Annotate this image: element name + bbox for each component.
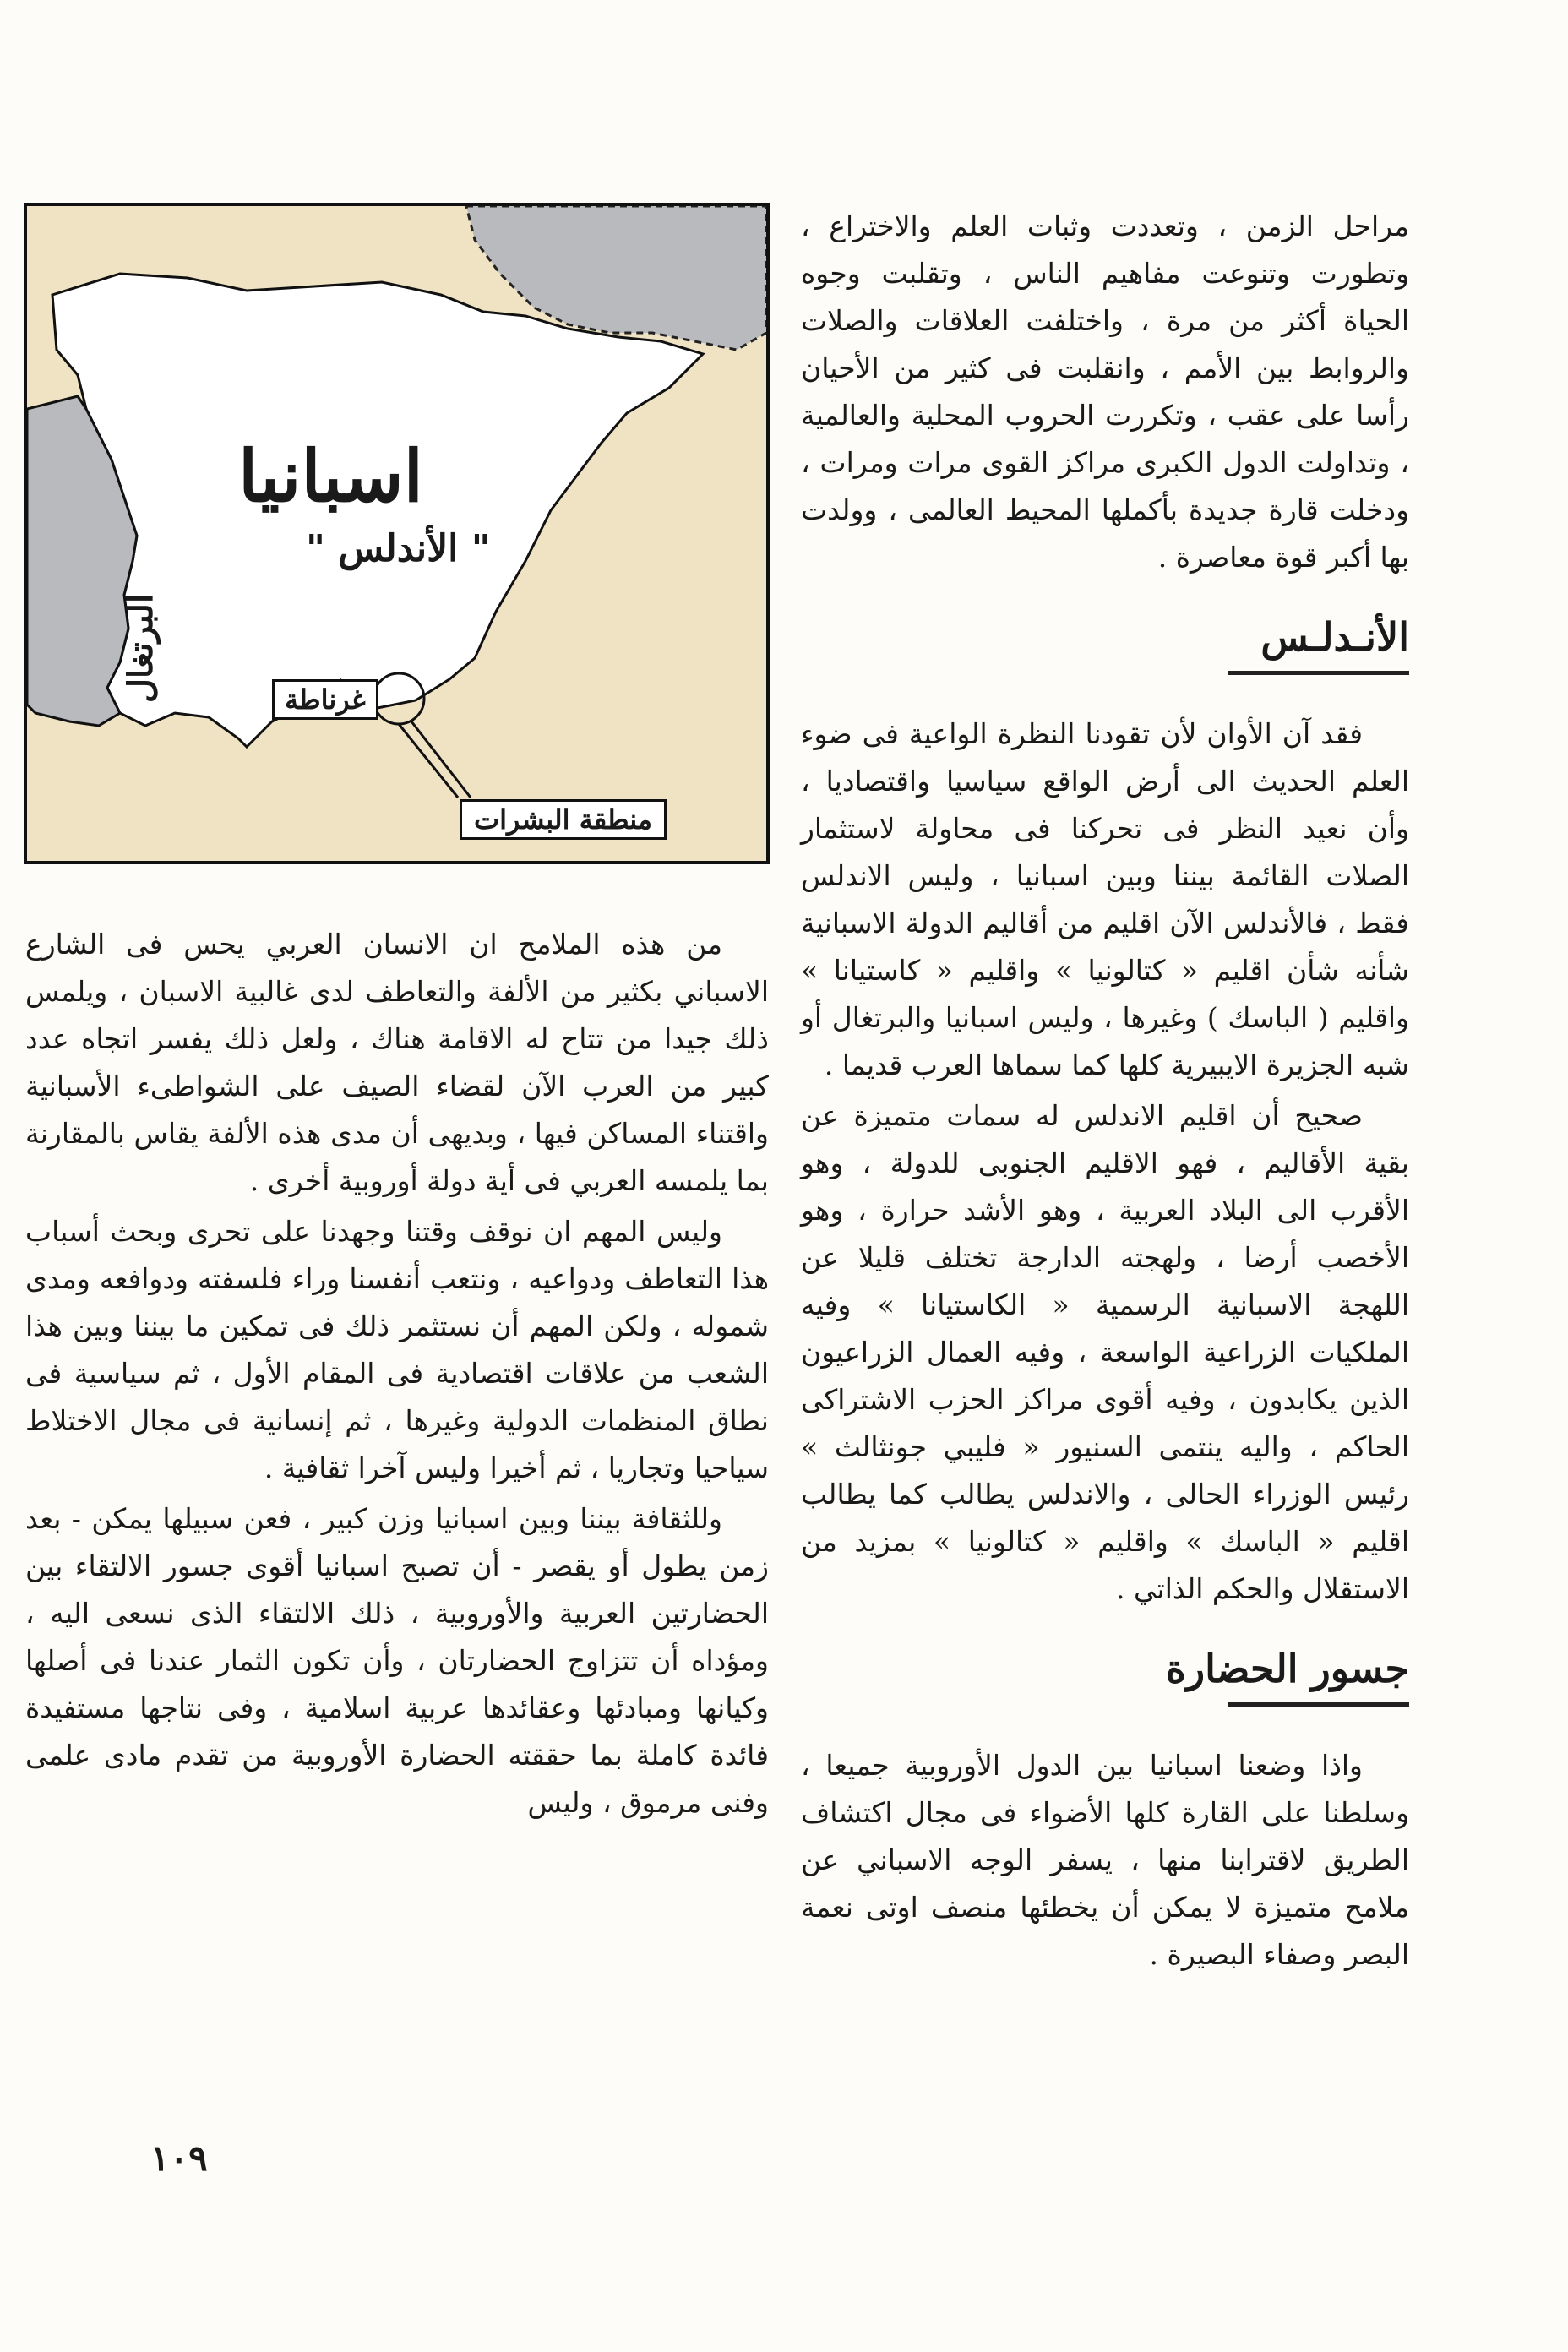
map-country-label: اسبانيا xyxy=(238,434,423,518)
left-paragraph-2: وليس المهم ان نوقف وقتنا وجهدنا على تحرى وبحث أسباب هذا التعاطف ودواعيه ، ونتعب أنفسنا وراء فلسفته ودوافعه ومدى شموله ، ولكن المهم أن نستثمر ذلك فى تمكين ما بيننا وبين هذا الشعب من علاقات اقتصادية فى المقام الأول ، ثم سياسية فى نطاق المنظمات الدولية وغيرها ، ثم إنسانية فى مجال الاختلاط سياحيا وتجاريا ، ثم أخيرا وليس آخرا ثقافية . xyxy=(25,1215,769,1484)
section-heading-bridges: جسور الحضارة xyxy=(1165,1646,1409,1691)
left-paragraph-1: من هذه الملامح ان الانسان العربي يحس فى الشارع الاسباني بكثير من الألفة والتعاطف لدى غالبية الاسبان ، ويلمس ذلك جيدا من تتاح له الاقامة هناك ، ولعل ذلك يفسر اتجاه عدد كبير من العرب الآن لقضاء الصيف على الشواطىء الأسبانية واقتناء المساكن فيها ، وبديهى أن مدى هذه الألفة يقاس بالمقارنة بما يلمسه العربي فى أية دولة أوروبية أخرى . xyxy=(25,928,769,1197)
page-number: ١٠٩ xyxy=(150,2137,208,2179)
andalus-paragraph-1: فقد آن الأوان لأن تقودنا النظرة الواعية فى ضوء العلم الحديث الى أرض الواقع سياسيا واقتصاديا ، وأن نعيد النظر فى تحركنا فى محاولة لاستثمار الصلات القائمة بيننا وبين اسبانيا ، وليس الاندلس فقط ، فالأندلس الآن اقليم من أقاليم الدولة الاسبانية شأنه شأن اقليم « كتالونيا » واقليم « كاستيانا » واقليم ( الباسك ) وغيرها ، وليس اسبانيا والبرتغال أو شبه الجزيرة الايبيرية كلها كما سماها العرب قديما . xyxy=(801,717,1409,1081)
left-paragraph-3: وللثقافة بيننا وبين اسبانيا وزن كبير ، فعن سبيلها يمكن - بعد زمن يطول أو يقصر - أن تصبح اسبانيا أقوى جسور الالتقاء بين الحضارتين العربية والأوروبية ، ذلك الالتقاء الذى نسعى اليه ، ومؤداه أن تتزاوج الحضارتان ، وأن تكون الثمار عندنا فى أصلها وكيانها ومبادئها وعقائدها عربية اسلامية ، وفى نتاجها مستفيدة فائدة كاملة بما حققته الحضارة الأوروبية من تقدم مادى علمى وفنى مرموق ، وليس xyxy=(25,1502,769,1819)
andalus-paragraph-2: صحيح أن اقليم الاندلس له سمات متميزة عن بقية الأقاليم ، فهو الاقليم الجنوبى للدولة ، وهو الأقرب الى البلاد العربية ، وهو الأشد حرارة ، وهو الأخصب أرضا ، ولهجته الدارجة تختلف قليلا عن اللهجة الاسبانية الرسمية « الكاستيانا » وفيه الملكيات الزراعية الواسعة ، وفيه العمال الزراعيون الذين يكابدون ، وفيه أقوى مراكز الحزب الاشتراكى الحاكم ، واليه ينتمى السنيور « فليبي جونثالث » رئيس الوزراء الحالى ، والاندلس يطالب كما يطالب اقليم « الباسك » واقليم « كتالونيا » بمزيد من الاستقلال والحكم الذاتي . xyxy=(801,1099,1409,1605)
map-portugal-label: البرتغال xyxy=(121,593,161,704)
right-text-column xyxy=(801,203,1409,1979)
heading-underline xyxy=(1228,671,1409,675)
left-text-column xyxy=(25,921,769,1827)
intro-paragraph: مراحل الزمن ، وتعددت وثبات العلم والاختراع ، وتطورت وتنوعت مفاهيم الناس ، وتقلبت وجوه الحياة أكثر من مرة ، واختلفت العلاقات والصلات والروابط بين الأمم ، وانقلبت فى كثير من الأحيان رأسا على عقب ، وتكررت الحروب المحلية والعالمية ، وتداولت الدول الكبرى مراكز القوى مرات ومرات ، ودخلت قارة جديدة بأكملها المحيط العالمى ، وولدت بها أكبر قوة معاصرة . xyxy=(801,210,1409,574)
alpujarras-pointer-2 xyxy=(411,721,471,798)
map-alpujarras-label: منطقة البشرات xyxy=(460,799,667,840)
map-granada-label: غرناطة xyxy=(272,679,378,720)
alpujarras-pointer xyxy=(399,724,458,798)
spain-map xyxy=(24,203,770,864)
section-heading-andalus: الأنـدلـس xyxy=(1260,614,1409,660)
map-subtitle-label: " الأندلس " xyxy=(306,527,491,570)
bridges-paragraph-1: واذا وضعنا اسبانيا بين الدول الأوروبية جميعا ، وسلطنا على القارة كلها الأضواء فى مجال اكتشاف الطريق لاقترابنا منها ، يسفر الوجه الاسباني عن ملامح متميزة لا يمكن أن يخطئها منصف اوتى نعمة البصر وصفاء البصيرة . xyxy=(801,1749,1410,1971)
heading-underline xyxy=(1228,1702,1409,1707)
